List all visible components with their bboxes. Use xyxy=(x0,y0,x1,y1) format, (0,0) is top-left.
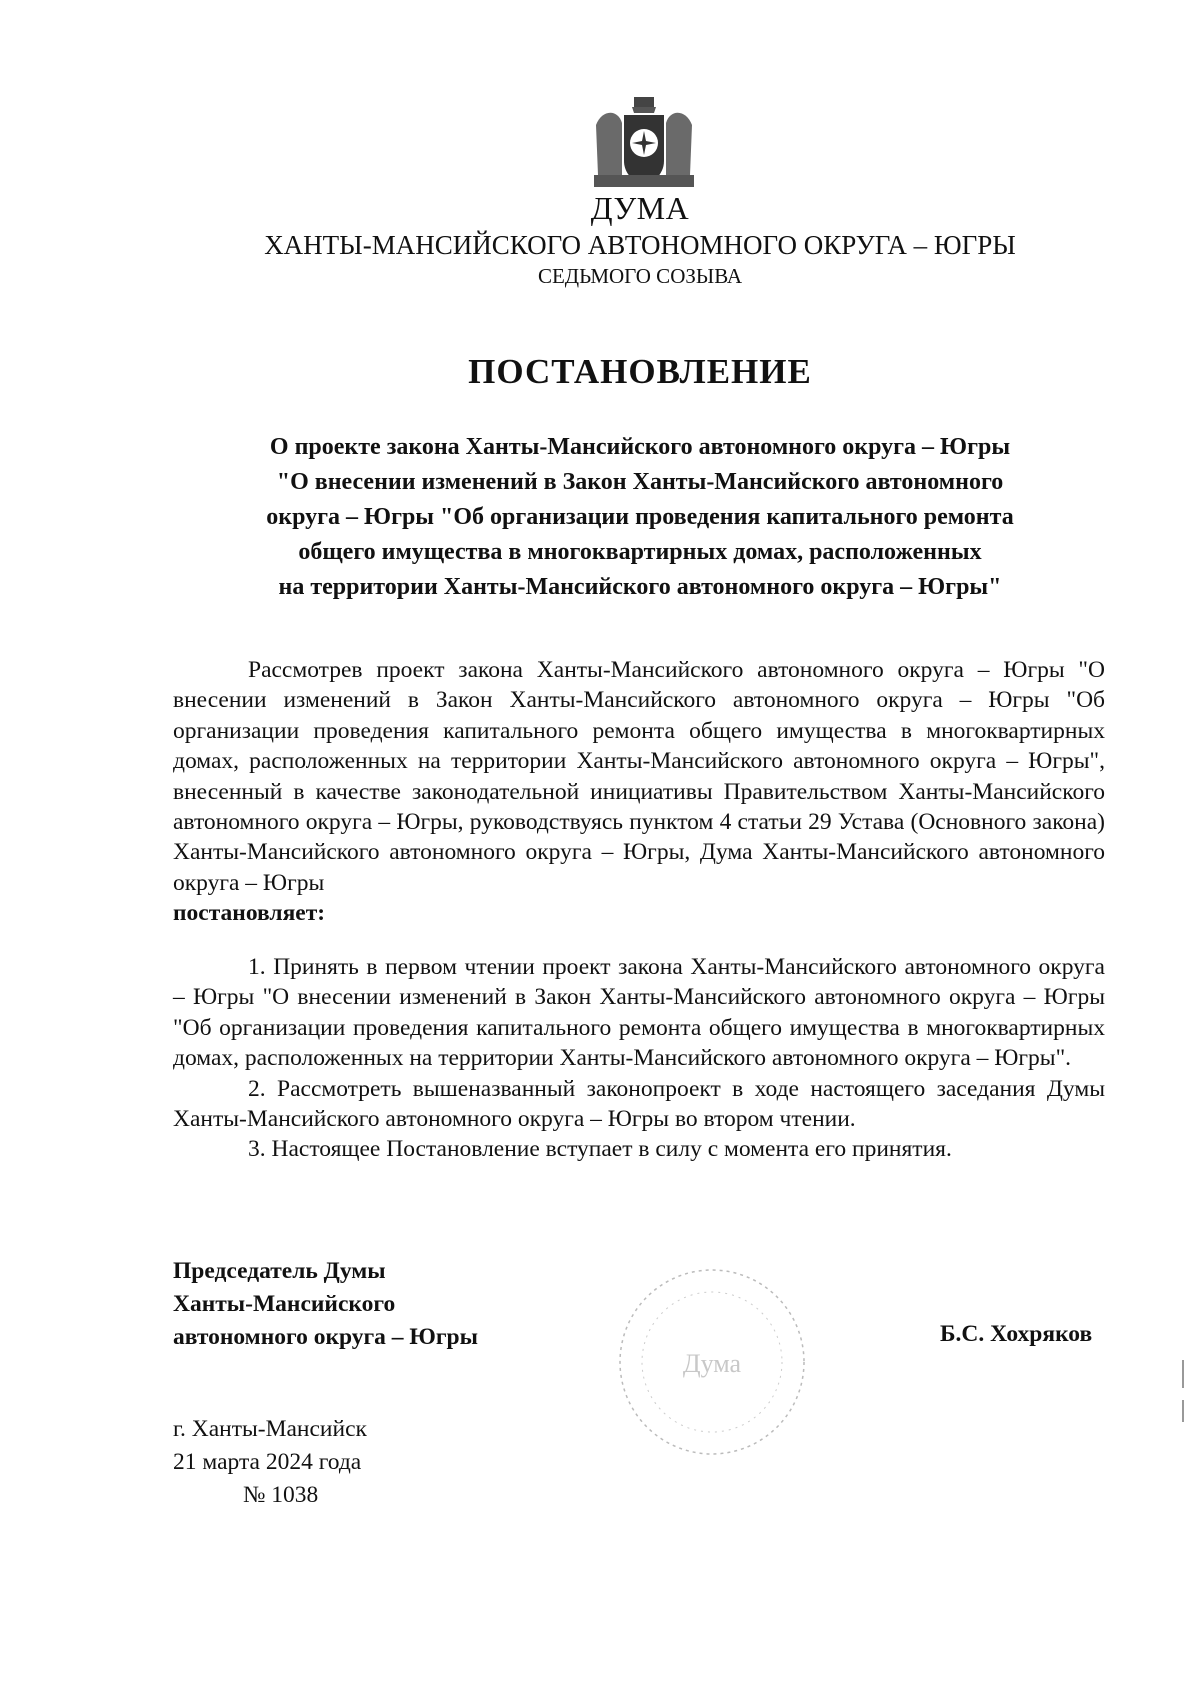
resolution-item: 1. Принять в первом чтении проект закона Ханты-Мансийского автономного округа – Югры "О внесении изменений в Закон Ханты-Мансийского автономного округа – Югры "Об организации проведения капитального ремонта общего имущества в многоквартирных домах, расположенных на территории Ханты-Мансийского автономного округа – Югры". xyxy=(173,954,1105,1072)
preamble-text: Рассмотрев проект закона Ханты-Мансийского автономного округа – Югры "О внесении изменений в Закон Ханты-Мансийского автономного округа – Югры "Об организации проведения капитального ремонта общего имущества в многоквартирных домах, расположенных на территории Ханты-Мансийского автономного округа – Югры", внесенный в качестве законодательной инициативы Правительством Ханты-Мансийского автономного округа – Югры, руководствуясь пунктом 4 статьи 29 Устава (Основного закона) Ханты-Мансийского автономного округа – Югры, Дума Ханты-Мансийского автономного округа – Югры xyxy=(173,657,1105,896)
document-number: № 1038 xyxy=(243,1482,319,1508)
document-type-heading: ПОСТАНОВЛЕНИЕ xyxy=(468,352,812,391)
region-title: ХАНТЫ-МАНСИЙСКОГО АВТОНОМНОГО ОКРУГА – ЮГРЫ xyxy=(264,230,1016,260)
position-line: Ханты-Мансийского xyxy=(173,1291,396,1317)
organization-title: ДУМА xyxy=(590,190,690,226)
subject-line: "О внесении изменений в Закон Ханты-Мансийского автономного xyxy=(276,469,1004,495)
date: 21 марта 2024 года xyxy=(173,1449,362,1475)
preamble-resolves xyxy=(173,898,1105,928)
signatory-position xyxy=(173,1255,478,1354)
resolution-items xyxy=(173,952,1105,1165)
scan-artifact xyxy=(1182,1360,1184,1388)
preamble-paragraph xyxy=(173,655,1105,898)
subject-line: О проекте закона Ханты-Мансийского автономного округа – Югры xyxy=(269,434,1011,460)
position-line: автономного округа – Югры xyxy=(173,1324,478,1350)
seal-stamp-icon xyxy=(612,1262,812,1462)
stamp-text: Дума xyxy=(682,1349,742,1378)
position-line: Председатель Думы xyxy=(173,1258,386,1284)
subject-line: общего имущества в многоквартирных домах, расположенных xyxy=(298,539,982,565)
subject-line: на территории Ханты-Мансийского автономного округа – Югры" xyxy=(278,574,1002,600)
coat-of-arms-icon xyxy=(588,95,700,195)
subject-line: округа – Югры "Об организации проведения капитального ремонта xyxy=(266,504,1014,530)
signatory-name: Б.С. Хохряков xyxy=(940,1321,1093,1347)
document-subject xyxy=(180,430,1100,605)
city: г. Ханты-Мансийск xyxy=(173,1416,367,1442)
document-footer xyxy=(173,1413,367,1512)
preamble xyxy=(173,655,1105,929)
resolution-item: 2. Рассмотреть вышеназванный законопроект в ходе настоящего заседания Думы Ханты-Мансийского автономного округа – Югры во втором чтении. xyxy=(173,1075,1105,1133)
resolves-word: постановляет: xyxy=(173,900,326,927)
convocation-title: СЕДЬМОГО СОЗЫВА xyxy=(537,264,743,288)
resolution-item: 3. Настоящее Постановление вступает в силу с момента его принятия. xyxy=(248,1136,952,1163)
scan-artifact xyxy=(1182,1400,1184,1422)
